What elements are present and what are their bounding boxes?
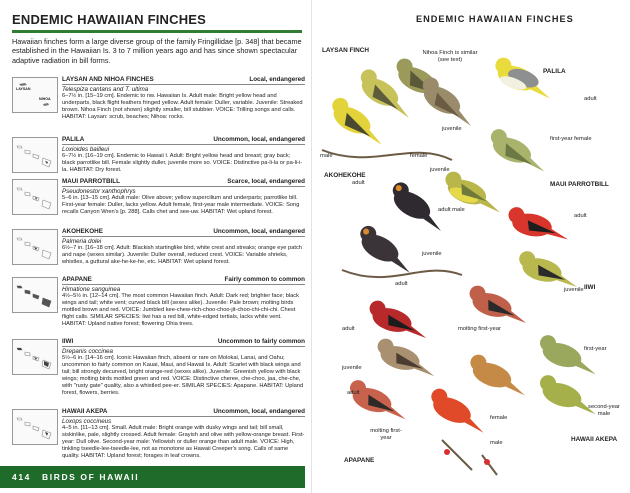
plate-title: ENDEMIC HAWAIIAN FINCHES [416,14,574,24]
species-name: LAYSAN AND NIHOA FINCHES [62,76,154,83]
page-number: 414 [12,472,31,482]
right-page [312,0,630,493]
label-age: adult [584,96,597,102]
label-palila: PALILA [543,68,566,75]
species-description: 6–7½ in. [16–19 cm]. Endemic to Hawaii I. Adult: Bright yellow head and breast; gray back; black parrotlike bill. Female slightly duller, juvenile more so. VOICE: Distinctive pa-li-la or pa-li-i-la. HABITAT: Dry forest. [62,153,303,174]
species-description: 5–6 in. [13–15 cm]. Adult male: Olive above; yellow supercilium and underparts; parrotlike bill. First-year female: Duller, lacks yellow. Adult female, first-year male intermediate. VOICE: Song recalls Canyon Wren's [p. 288]. Calls chet and see-uw. HABITAT: Wet upland forest. [62,195,300,216]
label-age: adult male [438,207,465,213]
apapane-juvenile [373,337,441,379]
map-label: NIHOA [39,97,51,101]
status: Uncommon, local, endangered [213,408,305,415]
label-age: male [320,153,333,159]
label-age: male [490,440,503,446]
label-age: adult [347,390,360,396]
label-age: juvenile [442,126,462,132]
label-iiwi: IIWI [584,284,596,291]
label-age: adult [342,326,355,332]
maui-parrotbill-first-year-female [485,127,553,175]
intro-paragraph: Hawaiian finches form a large diverse group of the family Fringillidae [p. 348] that became established in the Hawaiian Is. 3 to 7 million years ago and has since shown spectacular adaptive radiation in bill forms. [12,37,302,65]
label-akohekohe: AKOHEKOHE [324,172,366,179]
footer-band [0,466,305,488]
iiwi-adult [505,206,572,243]
laysan-finch-juvenile [415,75,483,129]
range-map [12,277,58,313]
species-name: APAPANE [62,276,92,283]
status: Local, endangered [249,76,305,83]
label-maui-parrotbill: MAUI PARROTBILL [550,181,609,188]
palila-adult [490,55,558,101]
footer-section-title: BIRDS OF HAWAII [42,472,140,482]
species-description: 6–7½ in. [15–19 cm]. Endemic to nw. Hawaiian Is. Adult male: Bright yellow head and underparts, black flight feathers fringed yellow. Adult female: Duller, variable. Juvenile: Streaked brown. Nihoa Finch (not shown) slightly smaller, bill stubbier. VOICE: Trilling songs and calls. HABITAT: Laysan: scrub, beaches; Nihoa: rocks. [62,93,303,121]
iiwi-juvenile [515,249,582,289]
scientific-name: Himatione sanguinea [62,285,121,293]
akepa-female [465,352,533,398]
species-name: AKOHEKOHE [62,228,103,235]
left-page [0,0,312,493]
scientific-name: Loxops coccineus [62,417,112,425]
label-age: molting first-year [458,326,501,332]
label-age: second-year male [588,404,620,417]
species-description: 6½–7 in. [16–18 cm]. Adult: Blackish startinglike bird, white crest and streaks; orange eye patch and nape (sexes similar). Juvenile: Duller overall, reduced crest. VOICE: Variable shrieks, whistles, a guttural ake-he-ke-he, etc. HABITAT: Wet upland forest. [62,245,302,266]
label-age: first-year [584,346,607,352]
status: Uncommon, local, endangered [213,228,305,235]
title-rule [12,30,302,33]
nihoa-note: Nihoa Finch is similar (see text) [422,50,478,63]
label-age: juvenile [430,167,450,173]
species-description: 4½–5½ in. [12–14 cm]. The most common Hawaiian finch. Adult: Dark red; brighter face; black wings and tail; white vent; curved black bill (sexes alike). Juvenile: Pale brown; molting birds mottled brown and red. VOICE: Jumbled kee-chew-rich-choo-choo-jit-choo-chi-chi-chi. Chest flight calls. SIMILAR SPECIES: Iiwi has a red bill, white-edged tertials, lacks white vent. HABITAT: Upland native forest; flowering Ohia trees. [62,293,299,328]
apapane-adult [365,299,433,341]
species-name: PALILA [62,136,85,143]
akohekohe-adult-2 [353,223,421,276]
species-description: 5½–6 in. [14–16 cm]. Iconic Hawaiian finch, absent or rare on Molokai, Lanai, and Oahu; uncommon to fairly common on Kauai, Maui, and Hawaii Is. Adult: Scarlet with black wings and tail; bill strongly decurved, bright orange-red (sexes alike). Juvenile: Greenish yellow with black wings; molting birds mottled green and red. VOICE: Distinctive cheree, che-choo, jaa, che-che, with "rusty gate" quality, also a whistled pee-er. SIMILAR SPECIES: Apapane. HABITAT: Upland forest, flowers, berries. [62,355,304,397]
akepa-male [425,386,493,435]
bird-illustration [312,0,630,493]
label-age: adult [395,281,408,287]
scientific-name: Telespiza cantans and T. ultima [62,85,149,93]
label-age: female [490,415,508,421]
species-name: IIWI [62,338,74,345]
scientific-name: Palmeria dolei [62,237,102,245]
scientific-name: Drepanis coccinea [62,347,113,355]
label-age: female [410,153,428,159]
scientific-name: Loxioides bailleui [62,145,110,153]
range-map [12,77,58,113]
range-map [12,137,58,173]
iiwi-molting-first-year [465,284,533,326]
status: Fairly common to common [224,276,305,283]
species-name: MAUI PARROTBILL [62,178,120,185]
label-age: adult [352,180,365,186]
range-map [12,339,58,375]
range-map [12,229,58,265]
label-age: juvenile [422,251,442,257]
label-hawaii-akepa: HAWAII AKEPA [571,436,618,443]
label-age: juvenile [342,365,362,371]
apapane-molting-first-year [345,378,413,422]
range-map [12,179,58,215]
map-label: LAYSAN [16,87,31,91]
status: Uncommon, local, endangered [213,136,305,143]
species-description: 4–5 in. [11–13 cm]. Small. Adult male: Bright orange with dusky wings and tail; bill small, siskinlike, pale, slightly crossed. Adult female: Grayish and olive with yellow-orange breast. First-year: Dull olive. Second-year male: Yellowish or duller orange than adult male. VOICE: High, tinkling tseedle-lee-tseedle-lee, not as monotone as Hawaii Creeper's song. Calls of same quality. HABITAT: Upland forest; forages in leaf crowns. [62,425,305,460]
range-map [12,409,58,445]
label-age: molting first-year [370,428,402,441]
page-title: ENDEMIC HAWAIIAN FINCHES [12,12,207,27]
label-age: first-year female [550,136,592,142]
scientific-name: Pseudonestor xanthophrys [62,187,136,195]
status: Uncommon to fairly common [217,338,305,345]
akepa-first-year [535,333,603,377]
status: Scarce, local, endangered [227,178,305,185]
label-apapane: APAPANE [344,457,375,464]
species-name: HAWAII AKEPA [62,408,108,415]
label-age: juvenile [564,287,584,293]
label-age: adult [574,213,587,219]
label-laysan-finch: LAYSAN FINCH [322,47,369,54]
